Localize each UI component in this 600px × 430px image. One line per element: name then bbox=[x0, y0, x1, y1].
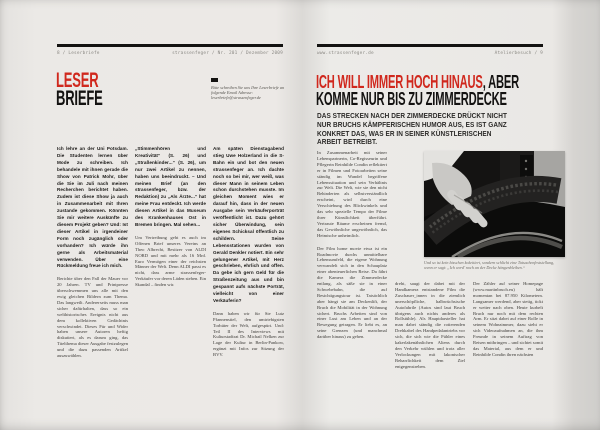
article-col1-para1: In Zusammenarbeit mit seiner Lebenspartnerin, Co-Regisseurin und Pflegerin Reinhilde Condin reflektiert er in Filmen und Fotoarbeiten seine ständig im Wandel begriffene Lebenssituation und sein Verhältnis zur Welt. Die Welt, wie sie den nicht Behinderten als selbstverständlich erscheint, wird durch eine Verschiebung des Blickwinkels und das sehr spezielle Tempo der Filme ihrer Künstlichkeit überführt. Vertraute Räume erscheinen fremd, das Gewöhnliche ungewöhnlich, das Heimische unheimlich. bbox=[317, 150, 387, 238]
right-page-number: Atelierbesuch / 9 bbox=[494, 51, 543, 56]
note-text: Bitte schreiben Sie uns Ihre Leserbriefe an folgende Email Adresse: leserbriefe@strassenfeger.de bbox=[211, 84, 285, 101]
letter-1-text: Berichte über den Fall der Mauer vor 20 Jahren. TV und Printpresse überschwemmen uns alle mit den ewig gleichen Bildern zum Thema. Das langweilt. Andererseits muss man sicher dafürhalten, dass so ein welthistorisches Ereignis nicht aus dem kollektiven Gedächtnis verschwindet. Dieses Für und Wider haben unsere Autoren heftig diskutiert, als es darum ging, das Titelthema dieser Ausgabe festzulegen und die dazu passenden Artikel auszuwählen. bbox=[57, 276, 128, 359]
article-standfirst: DAS STRECKEN NACH DER ZIMMERDECKE DRÜCKT NICHT NUR BRUCHS KÄMPFERISCHEN HUMOR AUS, ES IST GANZ KONKRET DAS, WAS ER IN SEINER KÜNSTLERISCHEN ARBEIT BETREIBT. bbox=[317, 113, 508, 147]
article-col3-text: Der Zähler auf seiner Homepage (www.martinbruch.eu) hält momentan bei 87.950 Kilometern. Langsamer werdend, aber stetig, tickt er weiter nach oben. Heute kurbelt Bruch nur noch mit dem rechten Arm. Er sitzt dabei auf einer Rolle in seinem Wohnzimmer, dazu sieht er sich Videoaufnahmen an, die ihm Freunde in seinem Auftrag von Reisen mitbringen – und sichtet somit das Material, aus dem er und Reinhilde Condin ihren nächsten bbox=[473, 281, 543, 357]
article-column-2 bbox=[395, 281, 465, 376]
article-title bbox=[316, 74, 600, 107]
article-column-3 bbox=[473, 281, 543, 364]
left-column-1 bbox=[57, 146, 128, 365]
letter-2-text: Um Vertreibung geht es auch im Offenen Brief unseres Vereins an Theo Albrecht, Besitzer von ALDI NORD und mit mehr als 16 Mrd. Euro Vermögen einer der reichsten Männer der Welt. Denn ALDI passt es nicht, dass arme strassenfeger-Verkäufer vor deren Läden stehen. Ein Skandal – finden wir. bbox=[135, 234, 206, 288]
article-title-red: ICH WILL IMMER HOCH HINAUS bbox=[316, 72, 483, 92]
letters-title bbox=[56, 69, 131, 110]
letter-3-lead: Am späten Dienstagabend stieg Uwe Holzerland in die S-Bahn ein und bot den neuen strassenfeger an. Ich dachte noch so bei mir, wer weiß, was dieser Mann in seinem Leben schon durchstehen musste. Im gleichen Moment wies er darauf hin, dass in der neuen Ausgabe sein Verkäuferporträt veröffentlicht ist. Dazu gehört sicher Überwindung, sein eigenes Schicksal öffentlich zu schildern. Seine Lebensstationen wurden von Gerald Denkler notiert. Ein sehr gelungener Artikel, mit Herz geschrieben, ehrlich und offen. Da gebe ich gern Geld für die Straßenzeitung aus und bin gespannt aufs nächste Porträt, vielleicht von einer Verkäuferin? bbox=[213, 146, 284, 303]
letters-title-line2: BRIEFE bbox=[56, 86, 103, 110]
editor-note bbox=[211, 78, 285, 101]
left-column-3 bbox=[213, 146, 284, 364]
letters-title-line1: LESER bbox=[56, 69, 99, 92]
left-column-2 bbox=[135, 146, 206, 294]
right-header-meta bbox=[317, 51, 543, 57]
note-square-icon bbox=[211, 78, 218, 82]
letter-2-lead: „Stimmenhören und Kreativität“ (S. 26) und „Straßenkinder...“ (S. 26), um nur zwei Artikel zu nennen, haben uns beeindruckt. – Und meinen Brief (an den strassenfeger, bzw. der Redaktion) zu „Als Ärzte...“ hat meine Frau entdeckt. Ich werde diesen Artikel in das Museum des Krankenhauses Ost in Bremen bringen. Mal sehen... bbox=[135, 146, 206, 227]
site-url: www.strassenfeger.de bbox=[317, 51, 374, 56]
letter-3-text: Dann haben wir für Sie Lutz Pfannenstiel, den umtriebigsten Torhüter der Welt, aufgespürt. Und: Teil II des Interviews mit Kulturstadtrat Dr. Michail Nelken zur Lage der Kultur in Berlin-Pankow, ergänzt mit Infos zur Sitzung der BVV. bbox=[213, 310, 284, 358]
left-page-number: 8 / Leserbriefe bbox=[57, 51, 100, 56]
left-header-rule bbox=[57, 44, 283, 47]
article-title-line2: KOMME NUR BIS ZU ZIMMERDECKE bbox=[316, 88, 507, 109]
article-title-black: , ABER bbox=[482, 72, 519, 92]
wheelchair-wheel-illustration bbox=[424, 151, 565, 257]
right-header-rule bbox=[317, 44, 543, 47]
article-col2-text: dreht, saugt der dabei mit der Handkamera entstandene Film die Zuschauer_innen in die ziemlich unerschöpfliche, halbwüchsische Autofahrile (Autos sind laut Bruch übrigens auch nichts anderes als Rollstühle). Als Hauptdarsteller hat man dabei ständig die rotierenden Drehkabel des Handpedalantriebs vor sich, die sich wie die Fühler eines kakerlakenähnlichen Aliens durch den Verkehr wühlen und trotz aller Verlockungen mit lakonischer Beharrlichkeit dem Ziel entgegenstreben. bbox=[395, 281, 465, 369]
article-column-1 bbox=[317, 150, 387, 346]
left-header-meta bbox=[57, 51, 283, 57]
photo-caption: Und so ist kein bisschen kokettiert, sondern schlicht eine Tatsachenfeststellung, wenn er sagt: „Ich werd’ noch an der Decke hängenbleiben.“ bbox=[424, 260, 555, 271]
letter-1-lead: Ich lehre an der Uni Potsdam. Die Studenten lernen über Mode zu schreiben. Ich behandele mit ihnen gerade die Show von Patrick Mohr, über die Sie im Juli nach meinen Recherchen berichtet haben. Zudem ist diese Show ja auch in Zusammenarbeit mit Ihren zustande gekommen. Könnten Sie mir weitere Auskünfte zu diesem Projekt geben? Und: Ist dieser Artikel in irgendeiner Form noch zugänglich oder vorhanden? Ich würde ihn gerne als Arbeitsmaterial verwenden. Über eine Rückmeldung freue ich mich. bbox=[57, 146, 128, 269]
issue-info: strassenfeger / Nr. 201 / Dezember 2009 bbox=[172, 51, 283, 56]
wheelchair-wheel-photo bbox=[424, 151, 565, 257]
article-col1-para2: Der Film home movie etwa ist ein Roadmovie durchs unmittelbare Lebensumfeld, die eigene Wohnung verwandelt sich in den Schauplatz einer abenteuerlichen Reise. Da fährt die Kamera die Zimmerdecke entlang, als säße sie in einer Schwebebahn, die auf Besichtigungstour ist. Tatsächlich aber hängt sie am Deckenlift, der Bruch die Mobilität in der Wohnung sichert. Bruchs Arbeiten sind von einer Lust am Leben und an der Bewegung getragen. Er liebt es, an seine Grenzen (und manchmal darüber hinaus) zu gehen. bbox=[317, 245, 387, 340]
